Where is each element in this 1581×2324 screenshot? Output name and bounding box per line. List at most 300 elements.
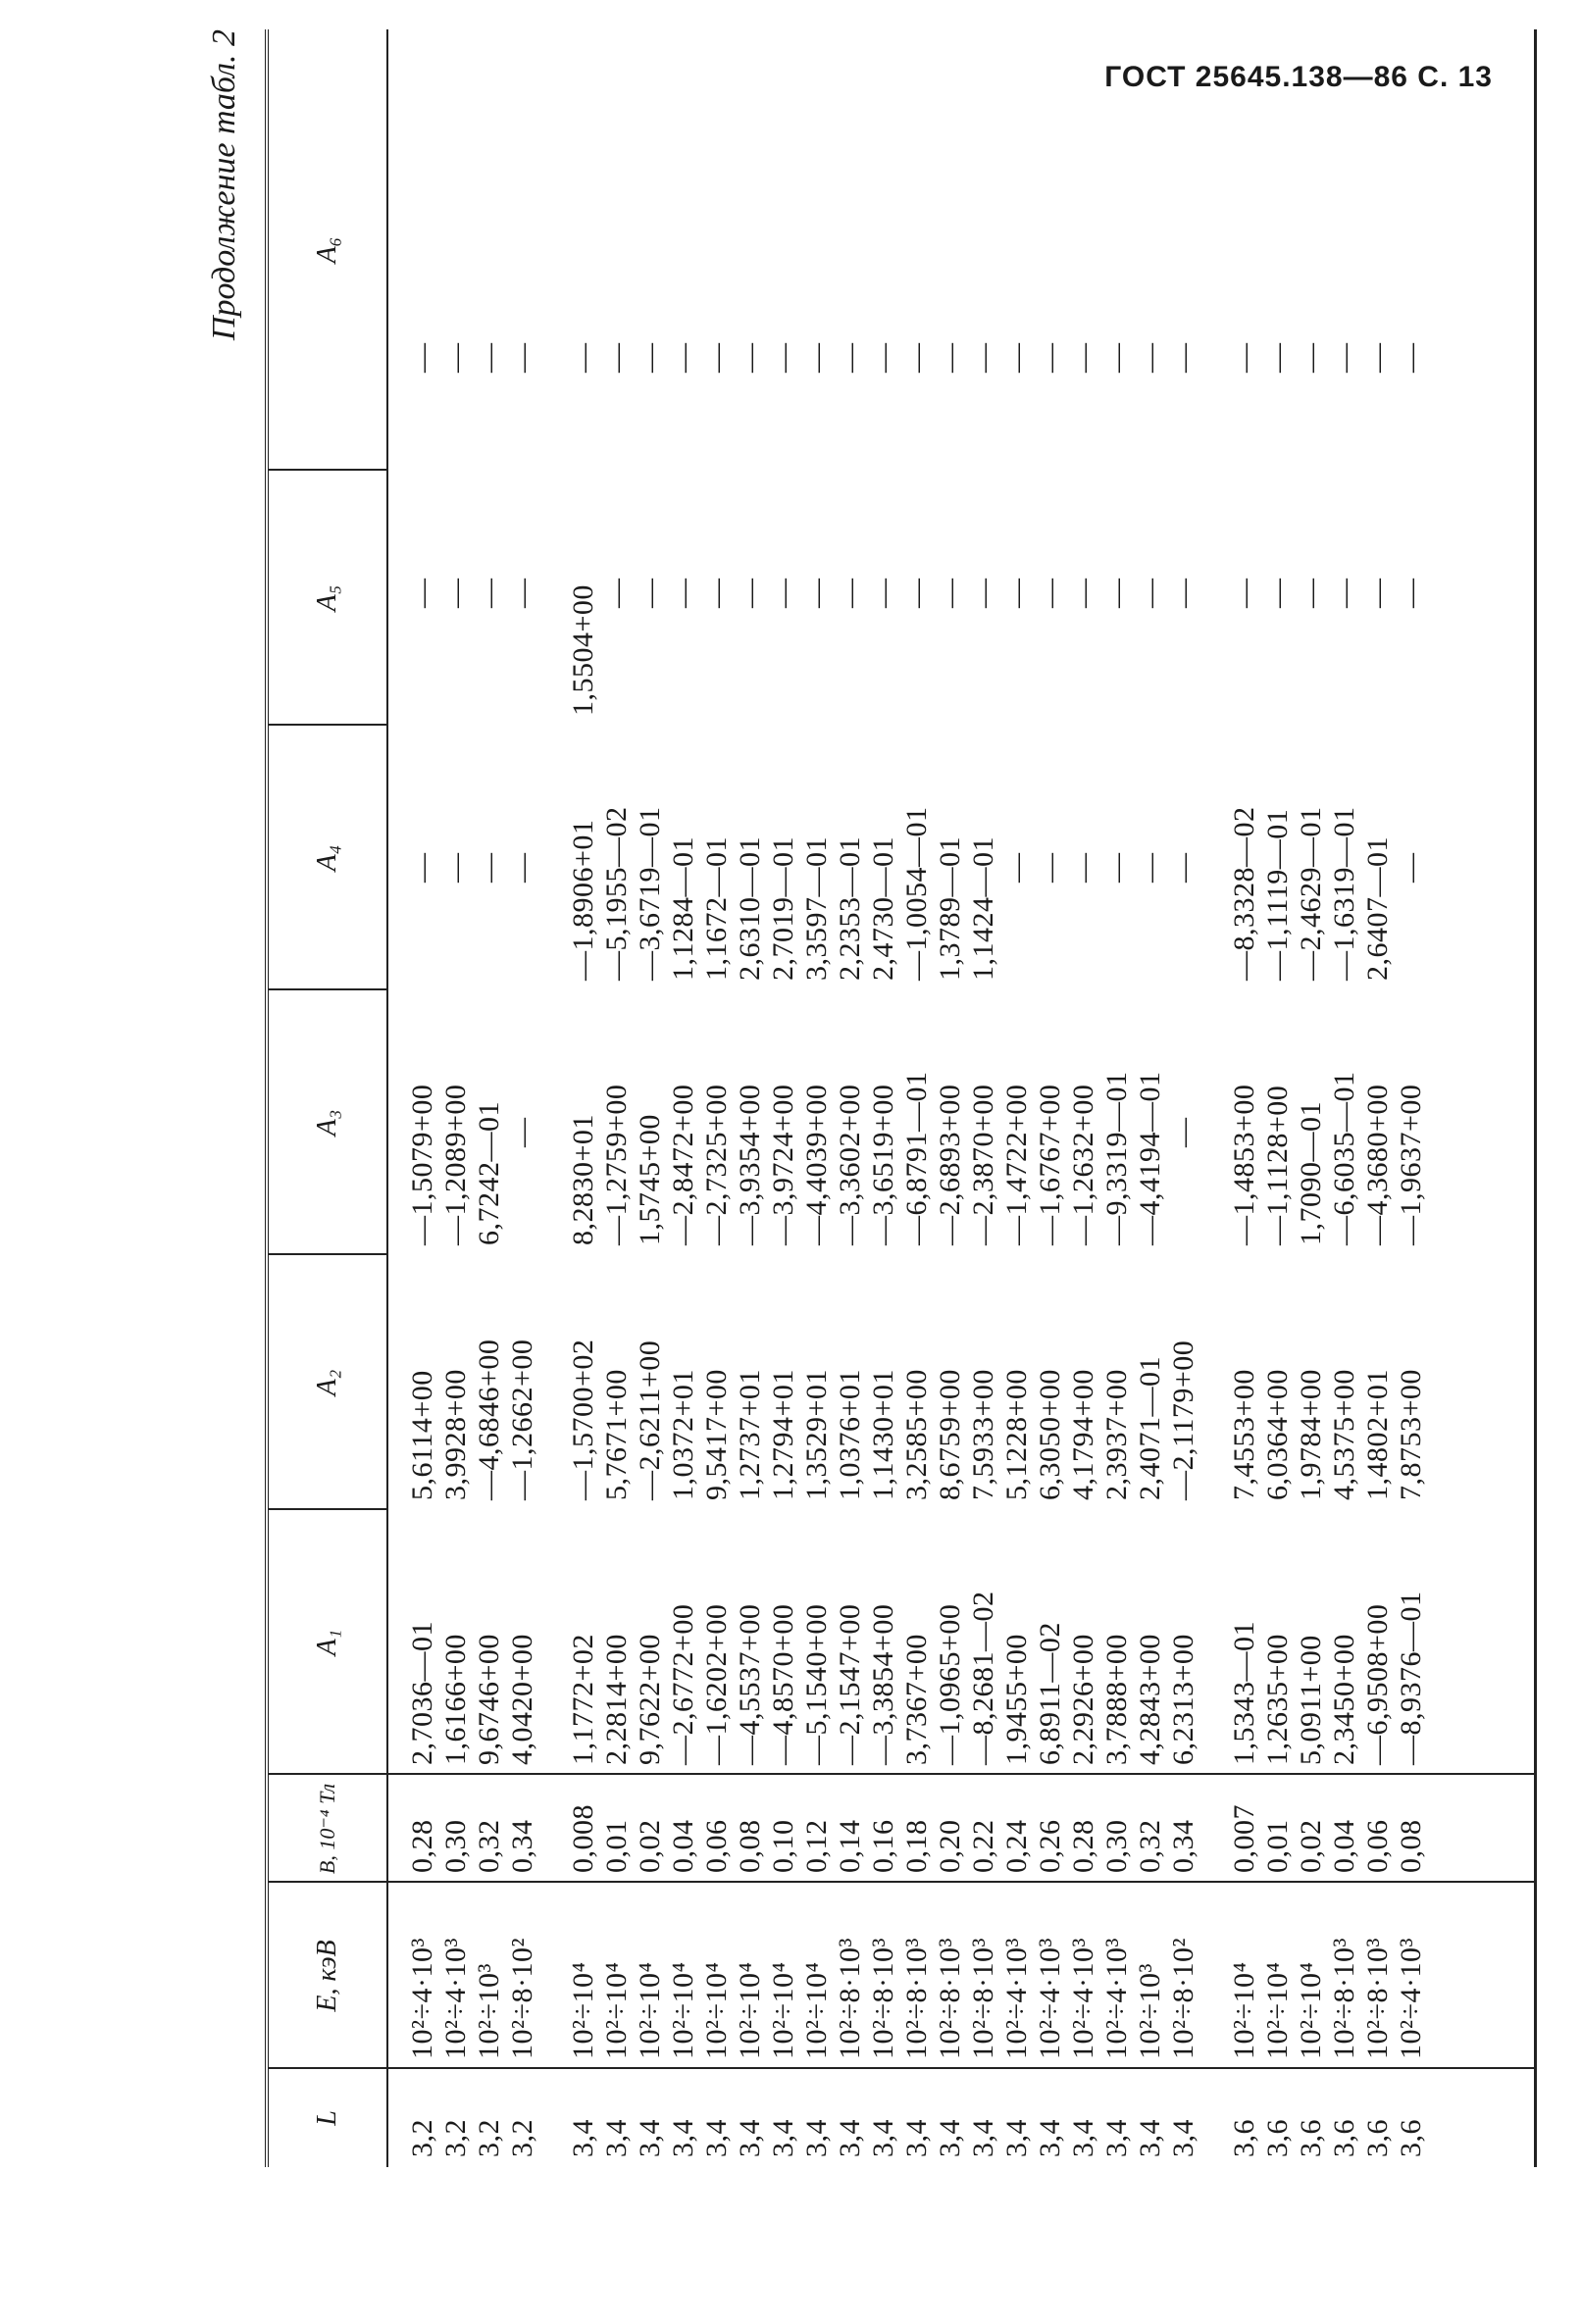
cell-A6: — [600,342,633,373]
table-row [1295,29,1328,2167]
cell-B: 0,14 [834,1819,866,1873]
cell-A1: 1,2635+00 [1261,1634,1294,1765]
table-row [1261,29,1295,2167]
cell-A1: —1,6202+00 [700,1603,733,1765]
cell-B: 0,32 [1134,1819,1166,1873]
cell-A4: —5,1955—02 [600,806,633,981]
cell-A6: — [406,342,438,373]
cell-A5: — [834,578,866,608]
cell-E: 10²÷4·10³ [439,1938,472,2059]
cell-L: 3,6 [1228,2119,1260,2157]
table-row [439,29,473,2167]
cell-A4: — [439,852,472,883]
table-row [900,29,934,2167]
cell-L: 3,4 [767,2119,799,2157]
cell-A2: 4,5375+00 [1328,1369,1360,1500]
cell-L: 3,4 [734,2119,766,2157]
col-header-B: B, 10⁻⁴ Тл [269,1773,386,1883]
table-row [567,29,600,2167]
cell-A2: 1,0372+01 [667,1369,699,1500]
page-header: ГОСТ 25645.138—86 С. 13 [1104,61,1493,93]
cell-A4: — [1100,852,1133,883]
cell-A6: — [506,342,538,373]
cell-A3: —1,2632+00 [1067,1084,1099,1245]
cell-A1: —4,8570+00 [767,1603,799,1765]
cell-A1: 4,2843+00 [1134,1634,1166,1765]
cell-A6: — [967,342,999,373]
col-header-L: L [269,2067,386,2167]
cell-A4: —8,3328—02 [1228,806,1260,981]
cell-A6: — [1167,342,1199,373]
cell-A6: — [1034,342,1066,373]
col-header-A2: A₂ [269,1253,386,1510]
cell-B: 0,18 [900,1819,933,1873]
table-row [1134,29,1167,2167]
col-header-A6: A₆ [312,236,342,264]
cell-B: 0,30 [439,1819,472,1873]
cell-A4: — [406,852,438,883]
cell-L: 3,6 [1328,2119,1360,2157]
cell-E: 10²÷10⁴ [734,1961,766,2059]
cell-A3: —9,3319—01 [1100,1071,1133,1245]
cell-L: 3,4 [900,2119,933,2157]
cell-A3: —6,8791—01 [900,1071,933,1245]
cell-E: 10²÷8·10³ [834,1938,866,2059]
cell-A1: 9,7622+00 [634,1634,666,1765]
cell-A2: 5,7671+00 [600,1369,633,1500]
cell-A5: — [1067,578,1099,608]
cell-A1: 9,6746+00 [473,1634,505,1765]
cell-E: 10²÷4·10³ [1034,1938,1066,2059]
cell-A4: — [1034,852,1066,883]
cell-A2: 9,5417+00 [700,1369,733,1500]
cell-A2: 7,5933+00 [967,1369,999,1500]
cell-E: 10²÷10⁴ [1228,1961,1260,2059]
cell-B: 0,32 [473,1819,505,1873]
cell-A1: 6,2313+00 [1167,1634,1199,1765]
cell-A5: — [1295,578,1327,608]
cell-A1: 2,7036—01 [406,1621,438,1765]
cell-B: 0,26 [1034,1819,1066,1873]
cell-A6: — [1295,342,1327,373]
cell-A3: —2,8472+00 [667,1084,699,1245]
cell-A3: —3,9724+00 [767,1084,799,1245]
cell-A4: 2,7019—01 [767,836,799,981]
cell-A6: — [1067,342,1099,373]
cell-A4: — [1000,852,1033,883]
cell-B: 0,30 [1100,1819,1133,1873]
cell-L: 3,6 [1395,2119,1427,2157]
cell-A3: —1,4722+00 [1000,1084,1033,1245]
cell-A5: — [1100,578,1133,608]
cell-A2: 6,3050+00 [1034,1369,1066,1500]
cell-B: 0,06 [700,1819,733,1873]
cell-B: 0,12 [800,1819,833,1873]
cell-B: 0,04 [667,1819,699,1873]
col-header-A1: A₁ [269,1508,386,1775]
cell-A6: — [1261,342,1294,373]
cell-E: 10²÷10⁴ [1295,1961,1327,2059]
cell-A2: 1,1430+01 [867,1369,899,1500]
cell-A5: — [1395,578,1427,608]
cell-A3: —4,3680+00 [1361,1084,1394,1245]
cell-A6: — [800,342,833,373]
cell-B: 0,24 [1000,1819,1033,1873]
cell-A3: —1,2759+00 [600,1084,633,1245]
table-header [269,29,388,2167]
table-row [473,29,506,2167]
cell-A1: —1,0965+00 [934,1603,966,1765]
cell-A2: 3,9928+00 [439,1369,472,1500]
cell-A3: —3,6519+00 [867,1084,899,1245]
cell-E: 10²÷10⁴ [1261,1961,1294,2059]
cell-A4: — [1167,852,1199,883]
cell-A3: —1,5079+00 [406,1084,438,1245]
cell-L: 3,2 [406,2119,438,2157]
cell-A1: —5,1540+00 [800,1603,833,1765]
cell-B: 0,08 [1395,1819,1427,1873]
table-row [867,29,900,2167]
table-row [734,29,767,2167]
table-body [386,29,1534,2167]
cell-A2: 5,1228+00 [1000,1369,1033,1500]
cell-A2: 2,3937+00 [1100,1369,1133,1500]
data-table [265,29,1537,2167]
cell-A4: —1,6319—01 [1328,806,1360,981]
cell-A1: —8,2681—02 [967,1591,999,1765]
cell-A6: — [1228,342,1260,373]
cell-A3: —2,3870+00 [967,1084,999,1245]
cell-B: 0,10 [767,1819,799,1873]
cell-E: 10²÷8·10² [506,1938,538,2059]
cell-A2: —2,6211+00 [634,1339,666,1500]
cell-L: 3,4 [634,2119,666,2157]
cell-E: 10²÷8·10³ [900,1938,933,2059]
cell-A5: — [667,578,699,608]
cell-A6: — [700,342,733,373]
cell-A3: — [1167,1117,1199,1147]
cell-B: 0,007 [1228,1804,1260,1873]
cell-B: 0,16 [867,1819,899,1873]
cell-A2: 1,4802+01 [1361,1369,1394,1500]
cell-A3: —3,3602+00 [834,1084,866,1245]
cell-A5: — [506,578,538,608]
cell-A1: 1,9455+00 [1000,1634,1033,1765]
cell-A2: —2,1179+00 [1167,1339,1199,1500]
cell-L: 3,2 [473,2119,505,2157]
cell-L: 3,4 [867,2119,899,2157]
cell-A4: — [473,852,505,883]
cell-B: 0,20 [934,1819,966,1873]
table-row [800,29,834,2167]
cell-L: 3,6 [1361,2119,1394,2157]
cell-A3: —4,4039+00 [800,1084,833,1245]
cell-A2: 1,0376+01 [834,1369,866,1500]
table-row [767,29,800,2167]
table-row [1000,29,1034,2167]
cell-E: 10²÷10⁴ [767,1961,799,2059]
cell-A4: 2,2353—01 [834,836,866,981]
cell-A6: — [1100,342,1133,373]
cell-L: 3,6 [1261,2119,1294,2157]
cell-A5: — [934,578,966,608]
cell-A4: 1,1284—01 [667,836,699,981]
cell-A2: 5,6114+00 [406,1370,438,1500]
table-row [506,29,539,2167]
cell-L: 3,4 [1000,2119,1033,2157]
cell-B: 0,06 [1361,1819,1394,1873]
table-row [667,29,700,2167]
cell-A1: 6,8911—02 [1034,1622,1066,1765]
cell-L: 3,4 [667,2119,699,2157]
cell-A4: — [1067,852,1099,883]
cell-L: 3,4 [834,2119,866,2157]
cell-E: 10²÷10³ [473,1963,505,2059]
cell-E: 10²÷4·10³ [1067,1938,1099,2059]
cell-A1: —2,1547+00 [834,1603,866,1765]
cell-A2: —1,5700+02 [567,1339,599,1500]
cell-A3: 6,7242—01 [473,1101,505,1245]
table-caption: Продолжение табл. 2 [206,29,242,341]
cell-A4: —1,8906+01 [567,819,599,981]
cell-A2: —1,2662+00 [506,1339,538,1500]
cell-A4: —1,0054—01 [900,806,933,981]
cell-A3: —1,4853+00 [1228,1084,1260,1245]
cell-B: 0,04 [1328,1819,1360,1873]
table-row [967,29,1000,2167]
table-row [600,29,634,2167]
cell-A2: 1,9784+00 [1295,1369,1327,1500]
cell-A2: 7,8753+00 [1395,1369,1427,1500]
cell-L: 3,4 [967,2119,999,2157]
cell-A1: 4,0420+00 [506,1634,538,1765]
cell-A5: 1,5504+00 [567,584,599,716]
table-row [1361,29,1395,2167]
cell-A5: — [1134,578,1166,608]
cell-A3: —3,9354+00 [734,1084,766,1245]
cell-A1: 2,2926+00 [1067,1634,1099,1765]
cell-A6: — [867,342,899,373]
cell-E: 10²÷10⁴ [800,1961,833,2059]
cell-A3: —1,1128+00 [1261,1085,1294,1245]
cell-L: 3,4 [1100,2119,1133,2157]
cell-A4: —1,1119—01 [1261,808,1294,981]
cell-A4: —2,4629—01 [1295,806,1327,981]
table-row [1328,29,1361,2167]
cell-L: 3,2 [506,2119,538,2157]
cell-A5: — [634,578,666,608]
cell-A2: 7,4553+00 [1228,1369,1260,1500]
cell-A4: 2,6310—01 [734,836,766,981]
cell-A3: —2,6893+00 [934,1084,966,1245]
cell-A5: — [1261,578,1294,608]
cell-A5: — [439,578,472,608]
cell-A6: — [1361,342,1394,373]
cell-E: 10²÷10⁴ [634,1961,666,2059]
cell-E: 10²÷10⁴ [667,1961,699,2059]
cell-A6: — [934,342,966,373]
cell-A5: — [1000,578,1033,608]
cell-A5: — [1328,578,1360,608]
cell-A5: — [800,578,833,608]
cell-A4: —3,6719—01 [634,806,666,981]
cell-B: 0,02 [1295,1819,1327,1873]
cell-A4: 3,3597—01 [800,836,833,981]
col-header-E: E, кэВ [269,1881,386,2069]
cell-A4: — [1395,852,1427,883]
cell-A6: — [900,342,933,373]
cell-E: 10²÷10³ [1134,1963,1166,2059]
cell-A6: — [1395,342,1427,373]
cell-A3: —4,4194—01 [1134,1071,1166,1245]
cell-L: 3,4 [1067,2119,1099,2157]
cell-L: 3,4 [700,2119,733,2157]
cell-A6: — [473,342,505,373]
cell-A6: — [1000,342,1033,373]
cell-A2: 4,1794+00 [1067,1369,1099,1500]
cell-B: 0,08 [734,1819,766,1873]
cell-B: 0,22 [967,1819,999,1873]
cell-A6: — [1328,342,1360,373]
cell-E: 10²÷4·10³ [1100,1938,1133,2059]
cell-A1: 2,2814+00 [600,1634,633,1765]
cell-A1: 3,7367+00 [900,1634,933,1765]
cell-E: 10²÷4·10³ [1000,1938,1033,2059]
cell-E: 10²÷4·10³ [1395,1938,1427,2059]
cell-B: 0,008 [567,1804,599,1873]
table-row [934,29,967,2167]
cell-A5: — [1228,578,1260,608]
cell-A2: 1,2794+01 [767,1369,799,1500]
cell-A4: 1,1424—01 [967,836,999,981]
cell-A5: — [406,578,438,608]
table-row [834,29,867,2167]
col-header-A5: A₅ [269,469,386,726]
table-row [1100,29,1134,2167]
cell-A2: 6,0364+00 [1261,1369,1294,1500]
cell-A4: — [1134,852,1166,883]
cell-E: 10²÷8·10² [1167,1938,1199,2059]
table-row [406,29,439,2167]
cell-L: 3,6 [1295,2119,1327,2157]
cell-A3: 1,5745+00 [634,1114,666,1245]
cell-A2: 2,4071—01 [1134,1356,1166,1500]
cell-A2: 3,2585+00 [900,1369,933,1500]
cell-B: 0,02 [634,1819,666,1873]
cell-A3: 8,2830+01 [567,1114,599,1245]
cell-A4: 2,4730—01 [867,836,899,981]
rotated-table-block [206,29,1530,2167]
cell-A6: — [567,342,599,373]
cell-L: 3,4 [600,2119,633,2157]
col-header-A3: A₃ [269,988,386,1255]
cell-L: 3,2 [439,2119,472,2157]
cell-L: 3,4 [1034,2119,1066,2157]
cell-A5: — [867,578,899,608]
cell-A5: — [1167,578,1199,608]
col-header-A4: A₄ [269,724,386,990]
cell-A5: — [767,578,799,608]
cell-A3: 1,7090—01 [1295,1101,1327,1245]
table-row [634,29,667,2167]
cell-B: 0,28 [406,1819,438,1873]
cell-L: 3,4 [934,2119,966,2157]
cell-A1: 1,1772+02 [567,1634,599,1765]
cell-E: 10²÷10⁴ [600,1961,633,2059]
table-row [1034,29,1067,2167]
cell-A5: — [967,578,999,608]
table-row [1067,29,1100,2167]
cell-B: 0,34 [1167,1819,1199,1873]
cell-A1: —3,3854+00 [867,1603,899,1765]
table-row [1395,29,1428,2167]
cell-A1: 1,5343—01 [1228,1621,1260,1765]
cell-L: 3,4 [1167,2119,1199,2157]
cell-A2: 1,3529+01 [800,1369,833,1500]
table-row [1228,29,1261,2167]
cell-A1: —6,9508+00 [1361,1603,1394,1765]
cell-B: 0,34 [506,1819,538,1873]
cell-A1: 1,6166+00 [439,1634,472,1765]
cell-A6: — [439,342,472,373]
cell-E: 10²÷8·10³ [1361,1938,1394,2059]
cell-A6: — [734,342,766,373]
cell-A6: — [634,342,666,373]
cell-L: 3,4 [800,2119,833,2157]
cell-A1: 5,0911+00 [1295,1635,1327,1765]
cell-B: 0,01 [600,1819,633,1873]
cell-A4: 2,6407—01 [1361,836,1394,981]
cell-A1: —2,6772+00 [667,1603,699,1765]
cell-A3: —6,6035—01 [1328,1071,1360,1245]
cell-A6: — [667,342,699,373]
cell-A2: 8,6759+00 [934,1369,966,1500]
cell-E: 10²÷8·10³ [934,1938,966,2059]
cell-A5: — [734,578,766,608]
cell-A2: —4,6846+00 [473,1339,505,1500]
cell-A4: 1,1672—01 [700,836,733,981]
cell-A5: — [900,578,933,608]
cell-A6: — [767,342,799,373]
cell-A5: — [473,578,505,608]
cell-B: 0,01 [1261,1819,1294,1873]
cell-B: 0,28 [1067,1819,1099,1873]
cell-A6: — [1134,342,1166,373]
table-row [700,29,734,2167]
cell-A5: — [600,578,633,608]
cell-A5: — [700,578,733,608]
cell-E: 10²÷10⁴ [567,1961,599,2059]
cell-A1: —8,9376—01 [1395,1591,1427,1765]
cell-A6: — [834,342,866,373]
cell-L: 3,4 [567,2119,599,2157]
table-row [1167,29,1200,2167]
cell-A5: — [1034,578,1066,608]
cell-A2: 1,2737+01 [734,1369,766,1500]
cell-E: 10²÷8·10³ [1328,1938,1360,2059]
cell-A3: —1,2089+00 [439,1084,472,1245]
cell-A3: — [506,1117,538,1147]
cell-A3: —2,7325+00 [700,1084,733,1245]
cell-A4: 1,3789—01 [934,836,966,981]
cell-E: 10²÷8·10³ [867,1938,899,2059]
cell-A3: —1,6767+00 [1034,1084,1066,1245]
cell-E: 10²÷4·10³ [406,1938,438,2059]
cell-A1: 3,7888+00 [1100,1634,1133,1765]
cell-A5: — [1361,578,1394,608]
cell-L: 3,4 [1134,2119,1166,2157]
cell-A3: —1,9637+00 [1395,1084,1427,1245]
